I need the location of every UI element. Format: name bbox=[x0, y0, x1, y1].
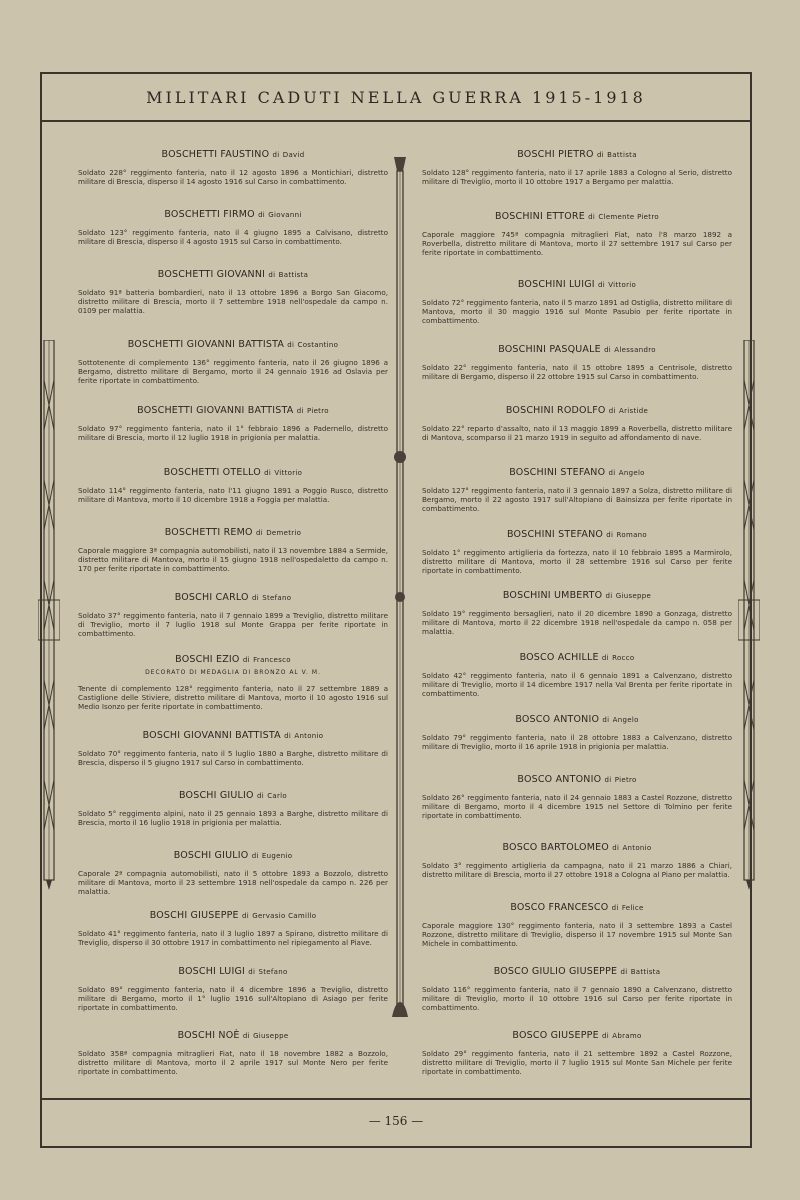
entry-text: Soldato 358ª compagnia mitraglieri Fiat, nato il 18 novembre 1882 a Bozzolo, distretto militare di Mantova, morto il 2 aprile 1917 sul Monte Nero per ferite riportate in combattimento. bbox=[78, 1049, 388, 1076]
entry-text: Caporale maggiore 745ª compagnia mitraglieri Fiat, nato l'8 marzo 1892 a Roverbella, distretto militare di Mantova, morto il 27 settembre 1917 sul Carso per ferite riportate in combattimento. bbox=[422, 230, 732, 257]
entry-name: BOSCHI GIULIO di Carlo bbox=[178, 790, 287, 801]
entry-text: Soldato 1° reggimento artiglieria da fortezza, nato il 10 febbraio 1895 a Marmirolo, distretto militare di Mantova, morto il 28 settembre 1916 sul Carso per ferite riportate in combattimento. bbox=[422, 548, 732, 575]
entry bbox=[422, 279, 732, 325]
entry-name: BOSCO ANTONIO di Angelo bbox=[515, 714, 639, 725]
entry-name: BOSCHINI UMBERTO di Giuseppe bbox=[502, 590, 652, 601]
left-fasces-ornament bbox=[38, 340, 60, 890]
entry bbox=[78, 730, 388, 767]
entry bbox=[78, 654, 388, 711]
entry-name: BOSCHETTI OTELLO di Vittorio bbox=[163, 467, 303, 478]
entry-name: BOSCHETTI GIOVANNI BATTISTA di Costantino bbox=[127, 339, 339, 350]
entry-text: Soldato 22° reparto d'assalto, nato il 13 maggio 1899 a Roverbella, distretto militare di Mantova, scomparso il 21 marzo 1919 in seguito ad affondamento di nave. bbox=[422, 424, 732, 442]
entry-name: BOSCO GIUSEPPE di Abramo bbox=[512, 1030, 642, 1041]
entry-text: Soldato 72° reggimento fanteria, nato il 5 marzo 1891 ad Ostiglia, distretto militare di Mantova, morto il 30 maggio 1916 sul Monte Pasubio per ferite riportate in combattimento. bbox=[422, 298, 732, 325]
entry-text: Sottotenente di complemento 136° reggimento fanteria, nato il 26 giugno 1896 a Bergamo, distretto militare di Bergamo, morto il 24 gennaio 1916 ad Oslavia per ferite riportate in combattimento. bbox=[78, 358, 388, 385]
entry-name: BOSCHETTI REMO di Demetrio bbox=[164, 527, 302, 538]
entry-text: Soldato 79° reggimento fanteria, nato il 28 ottobre 1883 a Calvenzano, distretto militare di Treviglio, morto il 16 aprile 1918 in prigionia per malattia. bbox=[422, 733, 732, 751]
entry bbox=[422, 529, 732, 575]
entry-name: BOSCHINI RODOLFO di Aristide bbox=[505, 405, 649, 416]
entry bbox=[422, 149, 732, 186]
entry-name: BOSCO FRANCESCO di Felice bbox=[510, 902, 644, 913]
entry bbox=[422, 405, 732, 442]
entry-name: BOSCO ANTONIO di Pietro bbox=[517, 774, 637, 785]
entry bbox=[422, 774, 732, 820]
entry-name: BOSCHI LUIGI di Stefano bbox=[178, 966, 288, 977]
entry bbox=[78, 405, 388, 442]
entry bbox=[422, 590, 732, 636]
entry-text: Tenente di complemento 128° reggimento fanteria, nato il 27 settembre 1889 a Castiglione delle Stiviere, distretto militare di Mantova, morto il 10 agosto 1916 sul Medio Isonzo per ferite riportate in combattimento. bbox=[78, 684, 388, 711]
entry-text: Soldato 26° reggimento fanteria, nato il 24 gennaio 1883 a Castel Rozzone, distretto militare di Bergamo, morto il 4 dicembre 1915 nel Settore di Tolmino per ferite riportate in combattimento. bbox=[422, 793, 732, 820]
entry bbox=[78, 790, 388, 827]
entry bbox=[78, 910, 388, 947]
entry-name: BOSCHETTI FAUSTINO di David bbox=[161, 149, 305, 160]
entry-text: Caporale maggiore 130° reggimento fanteria, nato il 3 settembre 1893 a Castel Rozzone, distretto militare di Treviglio, disperso il 17 novembre 1915 sul Monte San Michele in combattimento. bbox=[422, 921, 732, 948]
page-number: — 156 — bbox=[368, 1114, 424, 1128]
entry bbox=[422, 467, 732, 513]
entry-text: Soldato 114° reggimento fanteria, nato l'11 giugno 1891 a Poggio Rusco, distretto militare di Mantova, morto il 10 dicembre 1918 a Foggia per malattia. bbox=[78, 486, 388, 504]
entry bbox=[422, 344, 732, 381]
entry-name: BOSCO ACHILLE di Rocco bbox=[519, 652, 635, 663]
entry-name: BOSCHI NOÈ di Giuseppe bbox=[177, 1030, 289, 1041]
entry-name: BOSCHETTI FIRMO di Giovanni bbox=[164, 209, 302, 220]
entry bbox=[78, 209, 388, 246]
entry-name: BOSCHI EZIO di Francesco bbox=[175, 654, 291, 665]
entry-text: Soldato 123° reggimento fanteria, nato il 4 giugno 1895 a Calvisano, distretto militare di Brescia, disperso il 4 agosto 1915 sul Carso in combattimento. bbox=[78, 228, 388, 246]
entry-text: Soldato 3° reggimento artiglieria da campagna, nato il 21 marzo 1886 a Chiari, distretto militare di Brescia, morto il 27 ottobre 1918 a Cologna al Piano per malattia. bbox=[422, 861, 732, 879]
entry-text: Soldato 19° reggimento bersaglieri, nato il 20 dicembre 1890 a Gonzaga, distretto militare di Mantova, morto il 22 dicembre 1918 nell'ospedale da campo n. 058 per malattia. bbox=[422, 609, 732, 636]
entry-name: BOSCHETTI GIOVANNI di Battista bbox=[157, 269, 309, 280]
entry-text: Soldato 41° reggimento fanteria, nato il 3 luglio 1897 a Spirano, distretto militare di Treviglio, disperso il 30 ottobre 1917 in combattimento nel ripiegamento al Piave. bbox=[78, 929, 388, 947]
entry bbox=[422, 966, 732, 1012]
entry-text: Soldato 228° reggimento fanteria, nato il 12 agosto 1896 a Montichiari, distretto militare di Brescia, disperso il 14 agosto 1916 sul Carso in combattimento. bbox=[78, 168, 388, 186]
entry-text: Soldato 89° reggimento fanteria, nato il 4 dicembre 1896 a Treviglio, distretto militare di Bergamo, morto il 1° luglio 1916 sull'Altopiano di Asiago per ferite riportate in combattimento. bbox=[78, 985, 388, 1012]
entry-text: Soldato 128° reggimento fanteria, nato il 17 aprile 1883 a Cologno al Serio, distretto militare di Treviglio, morto il 10 ottobre 1917 a Bergamo per malattia. bbox=[422, 168, 732, 186]
entry bbox=[78, 850, 388, 896]
entry-name: BOSCHETTI GIOVANNI BATTISTA di Pietro bbox=[137, 405, 329, 416]
entry-name: BOSCHI PIETRO di Battista bbox=[517, 149, 637, 160]
entry-name: BOSCHI GIULIO di Eugenio bbox=[173, 850, 293, 861]
entry-text: Soldato 116° reggimento fanteria, nato il 7 gennaio 1890 a Calvenzano, distretto militare di Treviglio, morto il 10 ottobre 1916 sul Carso per ferite riportate in combattimento. bbox=[422, 985, 732, 1012]
entry bbox=[422, 211, 732, 257]
entry bbox=[78, 269, 388, 315]
entry-text: Soldato 127° reggimento fanteria, nato il 3 gennaio 1897 a Solza, distretto militare di Bergamo, morto il 22 agosto 1917 sull'Altopiano di Bainsizza per ferite riportate in combattimento. bbox=[422, 486, 732, 513]
entry-text: Soldato 42° reggimento fanteria, nato il 6 gennaio 1891 a Calvenzano, distretto militare di Treviglio, morto il 14 dicembre 1917 nella Val Brenta per ferite riportate in combattimento. bbox=[422, 671, 732, 698]
entry-name: BOSCHI GIOVANNI BATTISTA di Antonio bbox=[142, 730, 324, 741]
entry-name: BOSCHINI LUIGI di Vittorio bbox=[517, 279, 637, 290]
entry-name: BOSCHI GIUSEPPE di Gervasio Camillo bbox=[149, 910, 317, 921]
entry bbox=[422, 902, 732, 948]
entry-text: Soldato 22° reggimento fanteria, nato il 15 ottobre 1895 a Centrisole, distretto militare di Bergamo, disperso il 22 ottobre 1915 sul Carso in combattimento. bbox=[422, 363, 732, 381]
entry-text: Caporale 2ª compagnia automobilisti, nato il 5 ottobre 1893 a Bozzolo, distretto militare di Mantova, morto il 23 settembre 1918 nell'ospedale da campo n. 226 per malattia. bbox=[78, 869, 388, 896]
entry bbox=[78, 527, 388, 573]
entry-text: Soldato 91ª batteria bombardieri, nato il 13 ottobre 1896 a Borgo San Giacomo, distretto militare di Brescia, morto il 7 settembre 1918 nell'ospedale da campo n. 0109 per malattia. bbox=[78, 288, 388, 315]
footer-rule bbox=[42, 1098, 750, 1100]
decoration-note: DECORATO DI MEDAGLIA DI BRONZO AL V. M. bbox=[145, 669, 321, 676]
entry-text: Soldato 29° reggimento fanteria, nato il 21 settembre 1892 a Castel Rozzone, distretto militare di Treviglio, morto il 7 luglio 1915 sul Monte San Michele per ferite riportate in combattimento. bbox=[422, 1049, 732, 1076]
entry bbox=[78, 149, 388, 186]
entry-name: BOSCHI CARLO di Stefano bbox=[174, 592, 292, 603]
title-bar bbox=[42, 74, 750, 122]
right-fasces-ornament bbox=[738, 340, 760, 890]
entry-text: Soldato 37° reggimento fanteria, nato il 7 gennaio 1899 a Treviglio, distretto militare di Treviglio, morto il 7 luglio 1918 sul Monte Grappa per ferite riportate in combattimento. bbox=[78, 611, 388, 638]
entry-text: Soldato 97° reggimento fanteria, nato il 1° febbraio 1896 a Padernello, distretto militare di Brescia, morto il 12 luglio 1918 in prigionia per malattia. bbox=[78, 424, 388, 442]
entry bbox=[422, 652, 732, 698]
entry-name: BOSCHINI STEFANO di Angelo bbox=[509, 467, 645, 478]
entry-name: BOSCHINI ETTORE di Clemente Pietro bbox=[495, 211, 659, 222]
entry-name: BOSCHINI STEFANO di Romano bbox=[506, 529, 647, 540]
entry-name: BOSCO BARTOLOMEO di Antonio bbox=[502, 842, 652, 853]
entry bbox=[422, 842, 732, 879]
entry bbox=[422, 1030, 732, 1076]
entry-text: Caporale maggiore 3ª compagnia automobilisti, nato il 13 novembre 1884 a Sermide, distretto militare di Mantova, morto il 15 giugno 1918 nell'ospedaletto da campo n. 170 per ferite riportate in combattimento. bbox=[78, 546, 388, 573]
entry bbox=[422, 714, 732, 751]
column-divider-ornament bbox=[392, 152, 408, 1032]
entry bbox=[78, 1030, 388, 1076]
entry-text: Soldato 70° reggimento fanteria, nato il 5 luglio 1880 a Barghe, distretto militare di Brescia, disperso il 5 giugno 1917 sul Carso in combattimento. bbox=[78, 749, 388, 767]
entry bbox=[78, 467, 388, 504]
entry-text: Soldato 5° reggimento alpini, nato il 25 gennaio 1893 a Barghe, distretto militare di Brescia, morto il 16 luglio 1918 in prigionia per malattia. bbox=[78, 809, 388, 827]
entry-name: BOSCO GIULIO GIUSEPPE di Battista bbox=[493, 966, 661, 977]
entry-name: BOSCHINI PASQUALE di Alessandro bbox=[498, 344, 656, 355]
entry bbox=[78, 592, 388, 638]
entry bbox=[78, 966, 388, 1012]
page-title: MILITARI CADUTI NELLA GUERRA 1915-1918 bbox=[146, 87, 646, 107]
entry bbox=[78, 339, 388, 385]
